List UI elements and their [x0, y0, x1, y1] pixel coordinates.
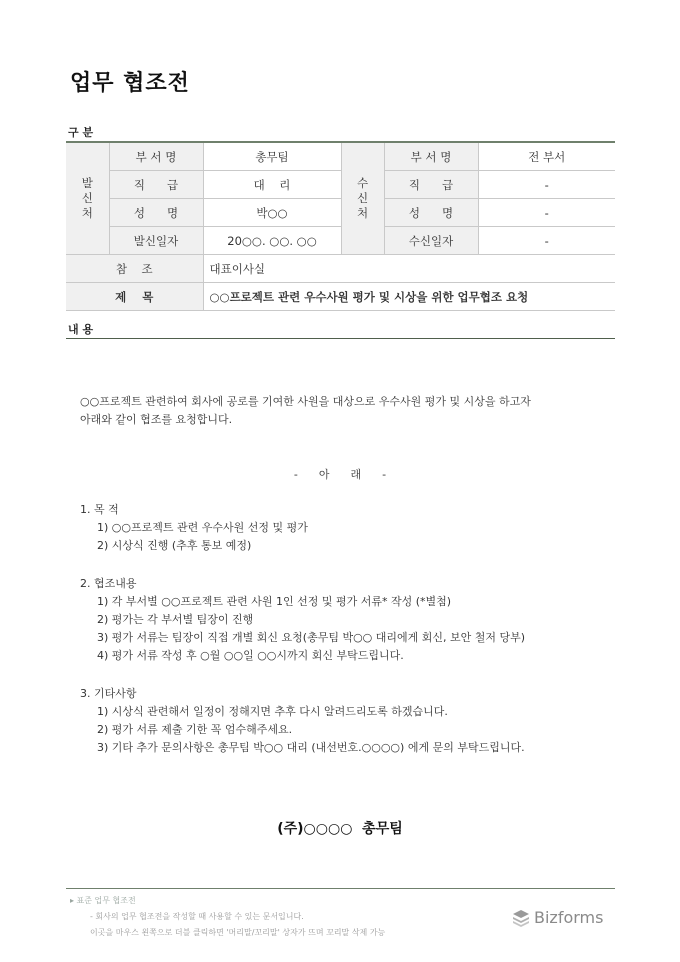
- receiver-field-value: -: [478, 171, 615, 199]
- intro-line: ○○프로젝트 관련하여 회사에 공로를 기여한 사원을 대상으로 우수사원 평가 및 시상을 하고자: [80, 395, 531, 408]
- below-marker: - 아 래 -: [293, 468, 387, 481]
- receiver-field-label: 수신일자: [384, 227, 478, 255]
- sender-field-value: 총무팀: [203, 143, 341, 171]
- receiver-field-label: 직 급: [384, 171, 478, 199]
- sender-field-value: 대 리: [203, 171, 341, 199]
- layers-icon: [512, 909, 530, 927]
- bizforms-logo: [512, 908, 603, 927]
- section-1: [80, 501, 600, 555]
- receiver-field-value: -: [478, 199, 615, 227]
- intro-paragraph: [80, 393, 600, 429]
- receiver-field-label: 부 서 명: [384, 143, 478, 171]
- intro-line: 아래와 같이 협조를 요청합니다.: [80, 413, 233, 426]
- section-label-content: 내 용: [68, 323, 94, 336]
- logo-text: Bizforms: [534, 908, 604, 927]
- sender-field-label: 발신일자: [109, 227, 203, 255]
- content-rule: [66, 338, 615, 339]
- section-label-category: 구 분: [68, 126, 94, 139]
- list-item: 4) 평가 서류 작성 후 ○월 ○○일 ○○시까지 회신 부탁드립니다.: [97, 649, 404, 662]
- receiver-label-cell: 수 신 처: [341, 143, 384, 255]
- subject-value: ○○프로젝트 관련 우수사원 평가 및 시상을 위한 업무협조 요청: [203, 283, 615, 311]
- reference-label: 참 조: [66, 255, 203, 283]
- list-item: 2) 시상식 진행 (추후 통보 예정): [97, 539, 252, 552]
- section-title: 2. 협조내용: [80, 577, 137, 590]
- receiver-field-value: -: [478, 227, 615, 255]
- footer-note-line: - 회사의 업무 협조전을 작성할 때 사용할 수 있는 문서입니다.: [90, 912, 304, 921]
- list-item: 1) 시상식 관련해서 일정이 정해지면 추후 다시 알려드리도록 하겠습니다.: [97, 705, 448, 718]
- receiver-field-label: 성 명: [384, 199, 478, 227]
- section-2: [80, 575, 600, 665]
- sender-label-cell: 발 신 처: [66, 143, 109, 255]
- receiver-field-value: 전 부서: [478, 143, 615, 171]
- sender-field-label: 부 서 명: [109, 143, 203, 171]
- sender-field-value: 20○○. ○○. ○○: [203, 227, 341, 255]
- subject-label: 제 목: [66, 283, 203, 311]
- list-item: 1) ○○프로젝트 관련 우수사원 선정 및 평가: [97, 521, 308, 534]
- footer-note-line[interactable]: 이곳을 마우스 왼쪽으로 더블 클릭하면 '머리말/꼬리말' 상자가 뜨며 꼬리말 삭제 가능: [90, 928, 386, 937]
- footer-rule: [66, 888, 615, 889]
- section-3: [80, 685, 600, 757]
- section-title: 3. 기타사항: [80, 687, 137, 700]
- document-title: 업무 협조전: [70, 71, 190, 96]
- footer-note-title: ▸ 표준 업무 협조전: [70, 896, 136, 905]
- list-item: 2) 평가 서류 제출 기한 꼭 엄수해주세요.: [97, 723, 293, 736]
- signature: (주)○○○○ 총무팀: [277, 821, 403, 837]
- list-item: 2) 평가는 각 부서별 팀장이 진행: [97, 613, 254, 626]
- sender-field-value: 박○○: [203, 199, 341, 227]
- list-item: 3) 기타 추가 문의사항은 총무팀 박○○ 대리 (내선번호.○○○○) 에게 문의 부탁드립니다.: [97, 741, 525, 754]
- sender-field-label: 직 급: [109, 171, 203, 199]
- section-title: 1. 목 적: [80, 503, 119, 516]
- list-item: 1) 각 부서별 ○○프로젝트 관련 사원 1인 선정 및 평가 서류* 작성 (*별첨): [97, 595, 452, 608]
- info-table: [66, 143, 615, 311]
- sender-field-label: 성 명: [109, 199, 203, 227]
- reference-value: 대표이사실: [203, 255, 615, 283]
- list-item: 3) 평가 서류는 팀장이 직접 개별 회신 요청(총무팀 박○○ 대리에게 회신, 보안 철저 당부): [97, 631, 526, 644]
